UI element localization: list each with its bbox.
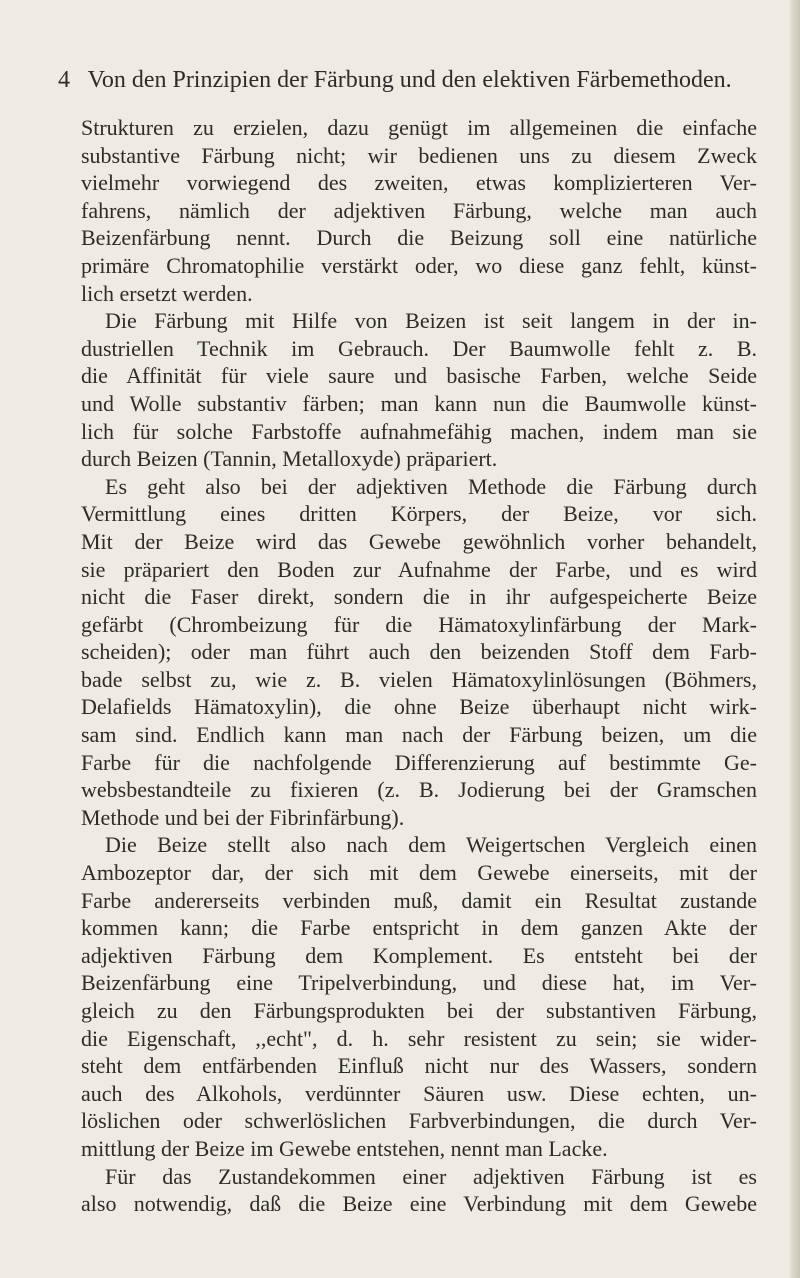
running-title: Von den Prinzipien der Färbung und den elektiven Färbemethoden. <box>87 67 732 93</box>
text-line: und Wolle substantiv färben; man kann nun die Baumwolle künst- <box>81 390 757 416</box>
text-line: Beizenfärbung nennt. Durch die Beizung soll eine natürliche <box>81 225 757 251</box>
text-line: gefärbt (Chrombeizung für die Hämatoxylinfärbung der Mark- <box>81 611 757 637</box>
text-line: auch des Alkohols, verdünnter Säuren usw. Diese echten, un- <box>81 1080 757 1106</box>
text-line: lich für solche Farbstoffe aufnahmefähig machen, indem man sie <box>81 418 757 444</box>
text-line: Delafields Hämatoxylin), die ohne Beize überhaupt nicht wirk- <box>81 694 757 720</box>
text-line: scheiden); oder man führt auch den beizenden Stoff dem Farb- <box>81 639 757 665</box>
text-line: sam sind. Endlich kann man nach der Färbung beizen, um die <box>81 722 757 748</box>
text-line: fahrens, nämlich der adjektiven Färbung, welche man auch <box>81 197 757 223</box>
text-line: Beizenfärbung eine Tripelverbindung, und diese hat, im Ver- <box>81 970 757 996</box>
text-line: mittlung der Beize im Gewebe entstehen, nennt man Lacke. <box>81 1135 608 1161</box>
text-line: lich ersetzt werden. <box>81 280 253 306</box>
text-line: nicht die Faser direkt, sondern die in ihr aufgespeicherte Beize <box>81 584 757 610</box>
text-line: websbestandteile zu fixieren (z. B. Jodierung bei der Gramschen <box>81 777 757 803</box>
text-line: steht dem entfärbenden Einfluß nicht nur des Wassers, sondern <box>81 1053 757 1079</box>
text-line: Vermittlung eines dritten Körpers, der Beize, vor sich. <box>81 501 757 527</box>
text-line: Die Färbung mit Hilfe von Beizen ist seit langem in der in- <box>105 308 757 334</box>
text-line: Strukturen zu erzielen, dazu genügt im allgemeinen die einfache <box>81 115 757 140</box>
text-line: Die Beize stellt also nach dem Weigertschen Vergleich einen <box>105 832 757 858</box>
page-number: 4 <box>58 67 70 93</box>
text-line: sie präpariert den Boden zur Aufnahme der Farbe, und es wird <box>81 556 757 582</box>
page-edge <box>790 0 800 1278</box>
text-line: also notwendig, daß die Beize eine Verbindung mit dem Gewebe <box>81 1191 757 1217</box>
text-line: vielmehr vorwiegend des zweiten, etwas komplizierteren Ver- <box>81 170 757 196</box>
body-text <box>81 114 757 1218</box>
text-line: Farbe für die nachfolgende Differenzierung auf bestimmte Ge- <box>81 749 757 775</box>
text-line: die Affinität für viele saure und basische Farben, welche Seide <box>81 363 757 389</box>
text-line: gleich zu den Färbungsprodukten bei der substantiven Färbung, <box>81 998 757 1023</box>
text-line: kommen kann; die Farbe entspricht in dem ganzen Akte der <box>81 915 757 941</box>
text-line: Es geht also bei der adjektiven Methode die Färbung durch <box>105 473 757 499</box>
text-line: Farbe andererseits verbinden muß, damit ein Resultat zustande <box>81 887 757 913</box>
text-line: Methode und bei der Fibrinfärbung). <box>81 804 405 830</box>
text-line: Ambozeptor dar, der sich mit dem Gewebe einerseits, mit der <box>81 860 757 886</box>
text-line: durch Beizen (Tannin, Metalloxyde) präpariert. <box>81 446 498 472</box>
text-line: bade selbst zu, wie z. B. vielen Hämatoxylinlösungen (Böhmers, <box>81 666 757 692</box>
text-line: die Eigenschaft, ,,echt", d. h. sehr resistent zu sein; sie wider- <box>81 1025 757 1051</box>
text-line: löslichen oder schwerlöslichen Farbverbindungen, die durch Ver- <box>81 1108 757 1134</box>
text-line: substantive Färbung nicht; wir bedienen uns zu diesem Zweck <box>81 142 757 168</box>
text-line: dustriellen Technik im Gebrauch. Der Baumwolle fehlt z. B. <box>81 335 757 361</box>
running-header <box>58 66 758 94</box>
text-line: adjektiven Färbung dem Komplement. Es entsteht bei der <box>81 942 757 968</box>
text-line: Mit der Beize wird das Gewebe gewöhnlich vorher behandelt, <box>81 528 757 554</box>
text-line: primäre Chromatophilie verstärkt oder, wo diese ganz fehlt, künst- <box>81 252 757 278</box>
text-line: Für das Zustandekommen einer adjektiven Färbung ist es <box>105 1163 757 1189</box>
